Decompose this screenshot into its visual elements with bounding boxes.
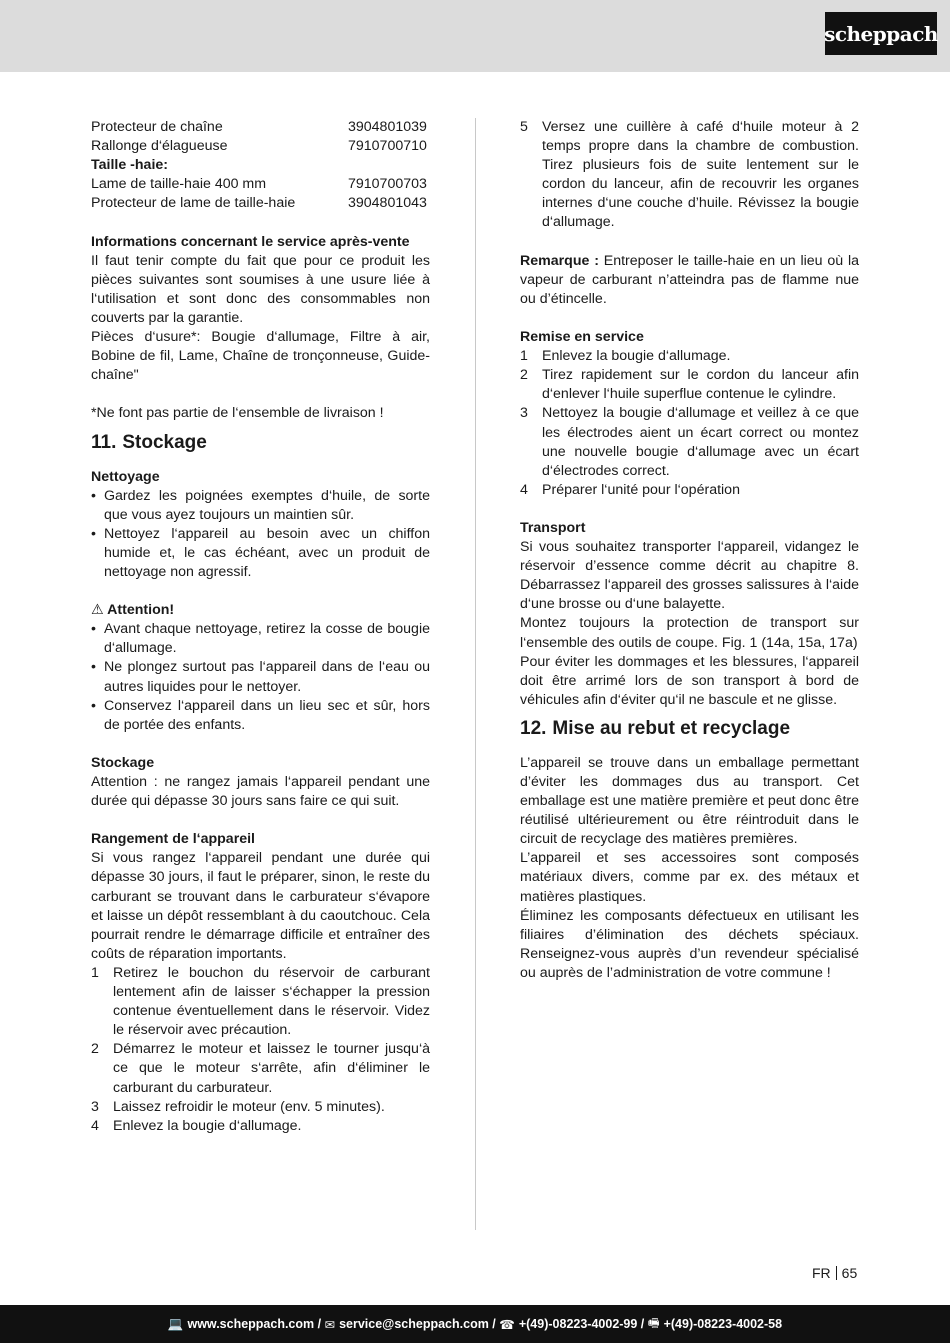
warning-icon: ⚠ (91, 602, 104, 619)
header-band (0, 0, 950, 72)
remark-paragraph (520, 252, 859, 309)
remise-steps (520, 347, 859, 500)
part-number: 7910700710 (348, 138, 427, 155)
cleaning-list (91, 487, 430, 582)
transport-paragraph: Pour éviter les dommages et les blessures, l‘appareil doit être arrimé lors de son transport à bord de véhicules afin d‘éviter qu‘il ne bascule et ne glisse. (520, 653, 859, 708)
page-num: 65 (841, 1265, 858, 1281)
part-name: Protecteur de chaîne (91, 119, 223, 135)
wear-parts-paragraph: Pièces d‘usure*: Bougie d‘allumage, Filtre à air, Bobine de fil, Lame, Chaîne de tronçonneuse, Guide-chaîne" (91, 329, 430, 384)
part-row (91, 118, 430, 137)
delivery-note: *Ne font pas partie de l‘ensemble de livraison ! (91, 405, 384, 422)
right-column (520, 118, 859, 983)
step-number: 3 (91, 1098, 99, 1115)
scheppach-logo: scheppach (825, 12, 937, 55)
list-item (91, 1040, 430, 1097)
part-number: 3904801043 (348, 195, 427, 212)
step-number: 1 (91, 964, 99, 981)
mail-icon: ✉ (324, 1317, 336, 1332)
storage-paragraph: Attention : ne rangez jamais l‘appareil pendant une durée qui dépasse 30 jours sans faire ce qui suit. (91, 774, 430, 810)
list-item: • Avant chaque nettoyage, retirez la cosse de bougie d‘allumage. (91, 620, 430, 658)
fax-icon: 🖷 (647, 1315, 660, 1330)
list-item (91, 1117, 430, 1136)
attention-heading (91, 601, 430, 620)
page-number (812, 1265, 857, 1281)
section-title: Mise au rebut et recyclage (552, 717, 791, 739)
step-number: 3 (520, 405, 528, 422)
step-text: Retirez le bouchon du réservoir de carburant lentement afin de laisser s‘échapper la pression contenue éventuellement dans le réservoir. Videz le réservoir avec précaution. (113, 964, 430, 1039)
attention-label: Attention! (107, 602, 175, 619)
transport-paragraph: Montez toujours la protection de transport sur l‘ensemble des outils de coupe. Fig. 1 (14a, 15a, 17a) (520, 615, 859, 651)
part-name: Rallonge d‘élagueuse (91, 138, 228, 155)
storage-heading: Stockage (91, 754, 155, 771)
part-number: 3904801039 (348, 119, 427, 135)
part-name: Lame de taille-haie 400 mm (91, 176, 267, 193)
list-item: • Nettoyez l‘appareil au besoin avec un chiffon humide et, le cas échéant, avec un produit de nettoyage non agressif. (91, 525, 430, 582)
remark-text: Entreposer le taille-haie en un lieu où la vapeur de carburant n’atteindra pas de flamme nue ou d’étincelle. (520, 252, 859, 307)
step-text: Laissez refroidir le moteur (env. 5 minutes). (113, 1098, 385, 1115)
remark-label: Remarque : (520, 252, 599, 269)
footer-contact-bar (0, 1305, 950, 1343)
computer-icon: 💻 (167, 1316, 184, 1331)
step-number: 1 (520, 348, 528, 365)
recycle-paragraph: Éliminez les composants défectueux en utilisant les filiaires d’élimination des déchets spéciaux. Renseignez-vous auprès d’un revendeur spécialisé ou auprès de l’administration de votre commune ! (520, 907, 859, 981)
transport-heading: Transport (520, 519, 586, 536)
list-item: • Ne plongez surtout pas l‘appareil dans de l‘eau ou autres liquides pour le nettoyer. (91, 658, 430, 696)
rangement-steps-continued (520, 118, 859, 233)
list-item: • Gardez les poignées exemptes d‘huile, de sorte que vous ayez toujours un maintien sûr. (91, 487, 430, 525)
section-12-heading (520, 717, 859, 741)
step-text: Enlevez la bougie d‘allumage. (113, 1117, 302, 1134)
list-item (520, 118, 859, 233)
list-item (520, 481, 859, 500)
column-divider (475, 118, 476, 1230)
part-name: Protecteur de lame de taille-haie (91, 195, 296, 212)
rangement-heading: Rangement de l‘appareil (91, 831, 255, 848)
step-text: Tirez rapidement sur le cordon du lanceur afin d‘enlever l‘huile superflue contenue le cylindre. (542, 367, 859, 403)
part-number: 7910700703 (348, 176, 427, 193)
step-number: 2 (520, 367, 528, 384)
section-number: 12. (520, 717, 547, 739)
step-text: Préparer l‘unité pour l‘opération (542, 481, 740, 498)
step-text: Versez une cuillère à café d‘huile moteur à 2 temps propre dans la chambre de combustion. Tirez plusieurs fois de suite lentement sur le cordon du lanceur, afin de recouvrir les organes internes d‘une couche d’huile. Révissez la bougie d‘allumage. (542, 119, 859, 231)
step-text: Démarrez le moteur et laissez le tourner jusqu‘à ce que le moteur s‘arrête, afin d‘éliminer le carburant du carburateur. (113, 1041, 430, 1096)
service-paragraph: Il faut tenir compte du fait que pour ce produit les pièces suivantes sont soumises à une usure liée à l‘utilisation et sont donc des consommables non couverts par la garantie. (91, 252, 430, 326)
part-row (91, 175, 430, 194)
attention-list (91, 620, 430, 735)
section-number: 11. (91, 431, 117, 453)
rangement-paragraph: Si vous rangez l‘appareil pendant une durée qui dépasse 30 jours, il faut le préparer, sinon, le reste du carburant se trouvant dans le carburateur s‘évapore et laisse un dépôt ressemblant à du caoutchouc. Cela pourrait rendre le démarrage difficile et entraîner des coûts de réparation importants. (91, 850, 430, 962)
part-row (91, 194, 430, 213)
list-item (91, 1098, 430, 1117)
phone-number: +(49)-08223-4002-99 / (518, 1317, 645, 1331)
fax-number: +(49)-08223-4002-58 (663, 1317, 783, 1331)
cleaning-heading: Nettoyage (91, 468, 160, 485)
list-item (520, 366, 859, 404)
email-link[interactable]: service@scheppach.com / (339, 1317, 496, 1331)
recycle-paragraph: L’appareil et ses accessoires sont composés matériaux divers, comme par ex. des métaux et matières plastiques. (520, 850, 859, 905)
list-item (520, 404, 859, 480)
step-text: Enlevez la bougie d‘allumage. (542, 348, 731, 365)
phone-icon: ☎ (499, 1317, 515, 1332)
step-number: 5 (520, 119, 528, 135)
left-column (91, 118, 430, 1136)
rangement-steps (91, 964, 430, 1136)
language-code: FR (812, 1265, 831, 1281)
step-number: 2 (91, 1041, 99, 1058)
service-heading: Informations concernant le service après-vente (91, 233, 410, 250)
recycle-paragraph: L’appareil se trouve dans un emballage permettant d’éviter les dommages dus au transport. Cet emballage est une matière première et peut donc être réutilisé ultérieurement ou être réintroduit dans le circuit de recyclage des matières premières. (520, 754, 859, 848)
list-item (520, 347, 859, 366)
list-item (91, 964, 430, 1040)
step-number: 4 (91, 1117, 99, 1134)
step-text: Nettoyez la bougie d‘allumage et veillez à ce que les électrodes aient un écart correct ou montez une nouvelle bougie d‘allumage avec un écart d‘électrodes correct. (542, 405, 859, 479)
transport-paragraph: Si vous souhaitez transporter l‘appareil, vidangez le réservoir d’essence comme décrit au chapitre 8. Débarrassez l‘appareil des grosses salissures à l‘aide d‘une brosse ou d‘une balayette. (520, 539, 859, 613)
remise-heading: Remise en service (520, 329, 644, 346)
website-link[interactable]: www.scheppach.com / (187, 1317, 322, 1331)
part-row (91, 137, 430, 156)
list-item: • Conservez l‘appareil dans un lieu sec et sûr, hors de portée des enfants. (91, 697, 430, 735)
section-title: Stockage (122, 431, 207, 453)
step-number: 4 (520, 481, 528, 498)
hedge-heading: Taille -haie: (91, 157, 168, 174)
section-11-heading (91, 431, 430, 455)
